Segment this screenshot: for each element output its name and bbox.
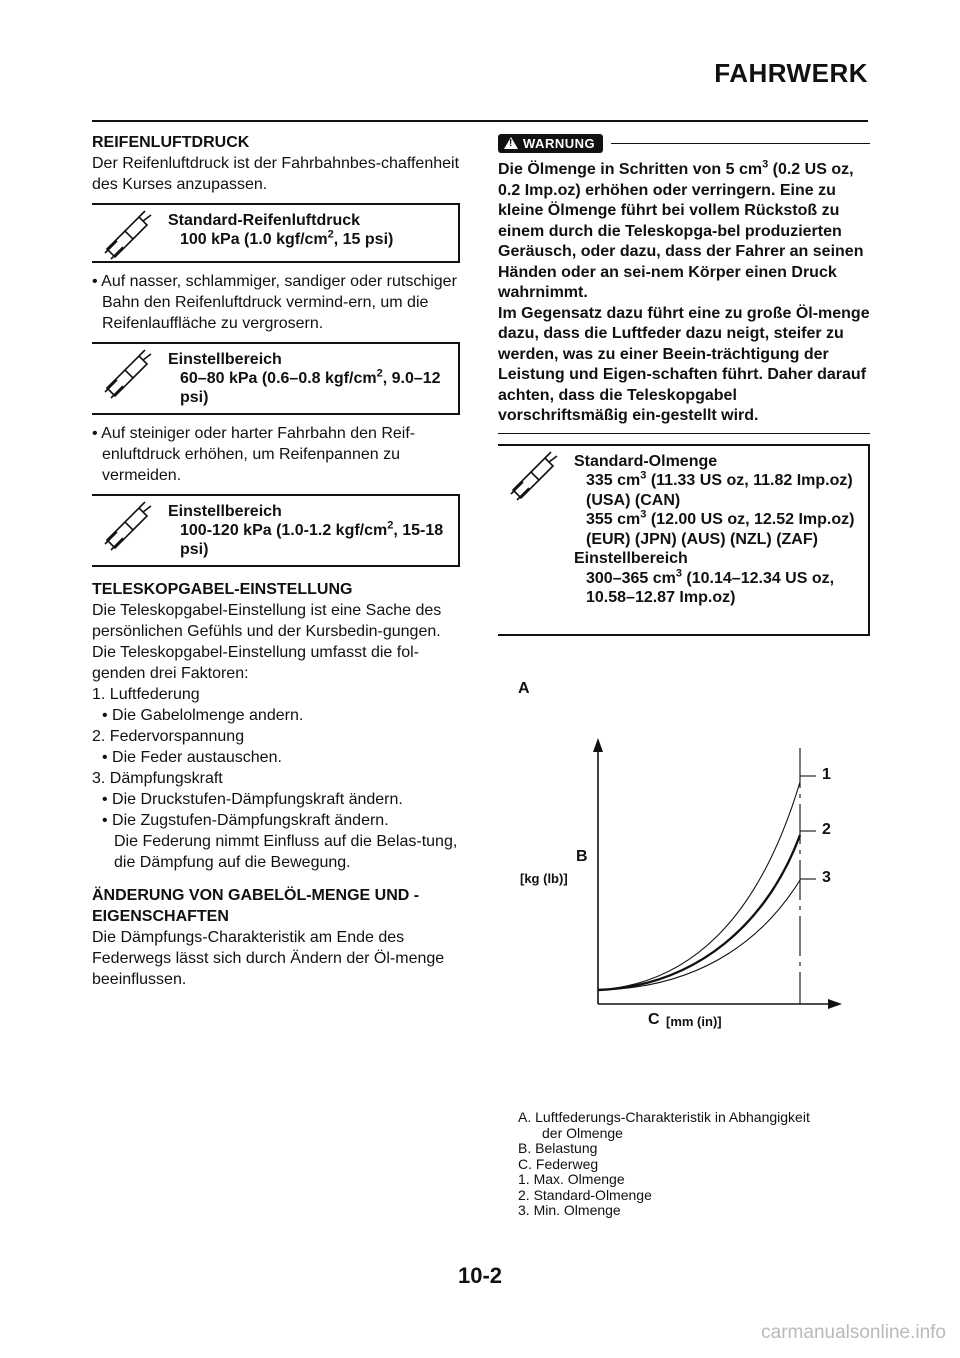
list-item: 1. Luftfederung <box>92 686 200 703</box>
spec-value: 300–365 $cm^3$ (10.14–12.34 US oz, 10.58–12.87 Imp.oz) <box>586 567 835 606</box>
warning-label: WARNUNG <box>523 135 596 151</box>
axis-label-c: C <box>648 1011 660 1028</box>
spec-label: Standard-Olmenge <box>574 452 718 470</box>
axis-unit-c: [mm (in)] <box>666 1014 722 1029</box>
figure-label-a: A <box>518 680 530 697</box>
wrench-spec-icon <box>92 344 162 413</box>
watermark: carmanualsonline.info <box>761 1322 946 1343</box>
caption-line: 2. Standard-Olmenge <box>518 1186 652 1203</box>
list-item: • Die Gabelolmenge andern. <box>102 707 304 724</box>
warning-end-rule <box>498 433 870 434</box>
spec-text <box>162 344 458 413</box>
figure-captions <box>518 1110 870 1219</box>
list-item: • Die Feder austauschen. <box>102 749 282 766</box>
list-item: • Die Zugstufen-Dämpfungskraft ändern. <box>102 812 389 829</box>
section-title-reifenluftdruck: REIFENLUFTDRUCK <box>92 134 250 151</box>
right-column <box>498 132 870 644</box>
section-intro: Der Reifenluftdruck ist der Fahrbahnbes-chaffenheit des Kurses anzupassen. <box>92 155 460 193</box>
caption-line: C. Federweg <box>518 1155 599 1172</box>
warning-text-2: Im Gegensatz dazu führt eine zu große Öl-menge dazu, dass die Luftfeder dazu neigt, steifer zu werden, was zu einer Beein-trächtigung der Leistung und Eigen-schaften führt. Daher darauf achten, dass die Teleskopgabel vorschriftsmäßig ein-gestellt wird. <box>498 304 870 424</box>
spec-value: 355 $cm^3$ (12.00 US oz, 12.52 Imp.oz) (EUR) (JPN) (AUS) (NZL) (ZAF) <box>586 508 855 548</box>
axis-unit-b: [kg (lb)] <box>520 871 568 886</box>
bullet-wet-track: • Auf nasser, schlammiger, sandiger oder rutschiger Bahn den Reifenluftdruck vermind-ern, um die Reifenlauffläche zu vergrosern. <box>92 273 457 332</box>
axis-label-b: B <box>576 848 588 865</box>
factor-list <box>92 684 460 873</box>
spring-characteristic-figure <box>498 672 870 1042</box>
wrench-spec-icon <box>92 496 162 565</box>
spec-value: 60–80 kPa (0.6–0.8 kgf/$cm^2$, 9.0–12 psi) <box>180 367 441 406</box>
left-column <box>92 132 460 990</box>
bullet-hard-track: • Auf steiniger oder harter Fahrbahn den Reif-enluftdruck erhöhen, um Reifenpannen zu vermeiden. <box>92 425 416 484</box>
caption-line: B. Belastung <box>518 1140 598 1156</box>
caption-line: 1. Max. Olmenge <box>518 1171 625 1187</box>
spec-box-range-wet <box>92 342 460 415</box>
caption-line: A. Luftfederungs-Charakteristik in Abhangigkeit <box>518 1109 810 1125</box>
paragraph: Die Dämpfungs-Charakteristik am Ende des Federwegs lässt sich durch Ändern der Öl-menge beeinflussen. <box>92 929 445 988</box>
list-item: 3. Dämpfungskraft <box>92 770 223 787</box>
spec-text <box>568 446 868 634</box>
spec-box-range-hard <box>92 494 460 567</box>
spec-text <box>162 205 397 261</box>
section-title-teleskopgabel: TELESKOPGABEL-EINSTELLUNG <box>92 581 353 598</box>
warning-rule <box>611 143 870 144</box>
spec-label: Einstellbereich <box>168 351 282 368</box>
spec-box-standard-pressure <box>92 203 460 263</box>
section-title-gabeloel: ÄNDERUNG VON GABELÖL-MENGE UND -EIGENSCHAFTEN <box>92 887 420 925</box>
spec-label: Einstellbereich <box>168 503 282 520</box>
warning-triangle-icon: ! <box>504 137 518 149</box>
list-item: 2. Federvorspannung <box>92 728 245 745</box>
spec-box-oil-volume <box>498 444 870 636</box>
curve-label-2: 2 <box>822 821 831 838</box>
list-item: Die Federung nimmt Einfluss auf die Belas-tung, die Dämpfung auf die Bewegung. <box>114 833 458 871</box>
page-header-title: FAHRWERK <box>714 58 868 88</box>
curve-label-1: 1 <box>822 766 831 783</box>
wrench-spec-icon <box>92 205 162 261</box>
list-item: • Die Druckstufen-Dämpfungskraft ändern. <box>102 791 403 808</box>
curve-label-3: 3 <box>822 869 831 886</box>
warning-badge <box>498 134 603 153</box>
caption-line: 3. Min. Olmenge <box>518 1202 621 1218</box>
paragraph: Die Teleskopgabel-Einstellung umfasst die fol-genden drei Faktoren: <box>92 644 419 682</box>
wrench-spec-icon <box>498 446 568 634</box>
page-number: 10-2 <box>457 1263 503 1288</box>
caption-line: der Olmenge <box>542 1124 623 1141</box>
paragraph: Die Teleskopgabel-Einstellung ist eine Sache des persönlichen Gefühls und der Kursbedin-gungen. <box>92 602 442 640</box>
spec-value: 335 $cm^3$ (11.33 US oz, 11.82 Imp.oz) (USA) (CAN) <box>586 469 853 509</box>
spec-label: Standard-Reifenluftdruck <box>168 212 361 229</box>
spec-value: 100-120 kPa (1.0-1.2 kgf/$cm^2$, 15-18 psi) <box>180 519 444 558</box>
warning-text: Die Ölmenge in Schritten von 5 $cm^3$ (0.2 US oz, 0.2 Imp.oz) erhöhen oder verringern. Eine zu kleine Ölmenge führt bei vollem Rückstoß zu einem durch die Teleskopga-bel produzierten Geräusch, oder dazu, dass der Fahrer an seinen Händen oder an sei-nem Körper einen Druck wahrnimmt. Im Gegensatz dazu führt eine zu große Öl-menge dazu, dass die Luftfeder dazu neigt, steifer zu werden, was zu einer Beein-trächtigung der Leistung und Eigen-schaften führt. Daher darauf achten, dass die Teleskopgabel vorschriftsmäßig ein-gestellt wird. <box>498 160 870 427</box>
header-rule <box>92 120 868 122</box>
spec-label: Einstellbereich <box>574 550 688 567</box>
spec-text <box>162 496 458 565</box>
spec-value: 100 kPa (1.0 kgf/$cm^2$, 15 psi) <box>180 228 394 248</box>
warning-header <box>498 132 870 154</box>
